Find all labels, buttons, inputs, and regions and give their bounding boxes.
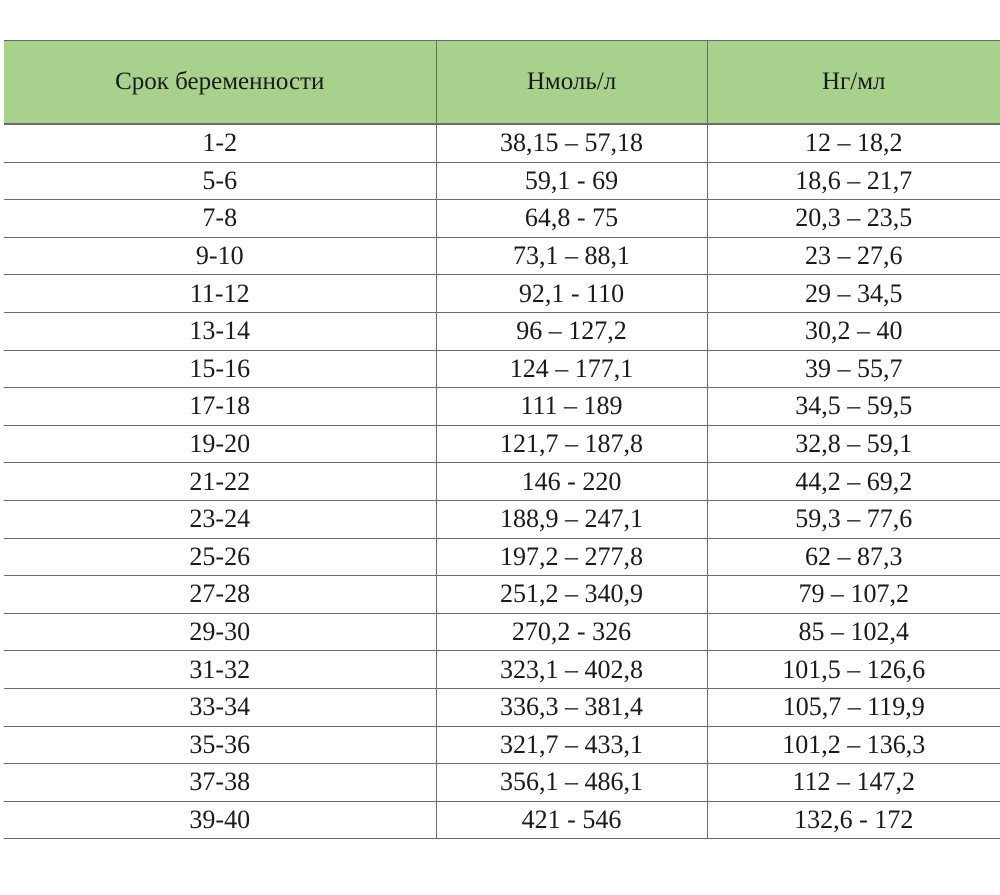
header-row — [4, 41, 1000, 125]
cell-ng-per-ml: 12 – 18,2 — [707, 124, 1000, 162]
table-row — [4, 200, 1000, 238]
cell-nmol-per-l: 124 – 177,1 — [436, 350, 707, 388]
table-row — [4, 162, 1000, 200]
cell-pregnancy-term: 33-34 — [4, 688, 436, 726]
cell-pregnancy-term: 31-32 — [4, 651, 436, 689]
cell-ng-per-ml: 59,3 – 77,6 — [707, 500, 1000, 538]
cell-nmol-per-l: 59,1 - 69 — [436, 162, 707, 200]
cell-ng-per-ml: 18,6 – 21,7 — [707, 162, 1000, 200]
cell-pregnancy-term: 17-18 — [4, 388, 436, 426]
cell-pregnancy-term: 23-24 — [4, 500, 436, 538]
cell-pregnancy-term: 15-16 — [4, 350, 436, 388]
cell-ng-per-ml: 79 – 107,2 — [707, 576, 1000, 614]
cell-nmol-per-l: 323,1 – 402,8 — [436, 651, 707, 689]
header-pregnancy-term: Срок беременности — [4, 41, 436, 125]
cell-ng-per-ml: 34,5 – 59,5 — [707, 388, 1000, 426]
cell-nmol-per-l: 121,7 – 187,8 — [436, 425, 707, 463]
header-ng-per-ml: Нг/мл — [707, 41, 1000, 125]
cell-ng-per-ml: 85 – 102,4 — [707, 613, 1000, 651]
table-row — [4, 576, 1000, 614]
table-row — [4, 688, 1000, 726]
cell-pregnancy-term: 37-38 — [4, 764, 436, 802]
table-row — [4, 237, 1000, 275]
table-row — [4, 312, 1000, 350]
cell-pregnancy-term: 19-20 — [4, 425, 436, 463]
cell-nmol-per-l: 92,1 - 110 — [436, 275, 707, 313]
cell-nmol-per-l: 188,9 – 247,1 — [436, 500, 707, 538]
cell-ng-per-ml: 101,2 – 136,3 — [707, 726, 1000, 764]
cell-nmol-per-l: 38,15 – 57,18 — [436, 124, 707, 162]
cell-pregnancy-term: 39-40 — [4, 801, 436, 839]
cell-pregnancy-term: 13-14 — [4, 312, 436, 350]
table-row — [4, 425, 1000, 463]
cell-pregnancy-term: 5-6 — [4, 162, 436, 200]
cell-ng-per-ml: 30,2 – 40 — [707, 312, 1000, 350]
cell-ng-per-ml: 101,5 – 126,6 — [707, 651, 1000, 689]
hormone-reference-table-container — [4, 40, 1000, 839]
cell-pregnancy-term: 27-28 — [4, 576, 436, 614]
cell-ng-per-ml: 62 – 87,3 — [707, 538, 1000, 576]
table-row — [4, 275, 1000, 313]
table-header — [4, 41, 1000, 125]
cell-pregnancy-term: 9-10 — [4, 237, 436, 275]
table-row — [4, 726, 1000, 764]
table-row — [4, 651, 1000, 689]
cell-pregnancy-term: 25-26 — [4, 538, 436, 576]
cell-nmol-per-l: 321,7 – 433,1 — [436, 726, 707, 764]
cell-nmol-per-l: 146 - 220 — [436, 463, 707, 501]
cell-nmol-per-l: 336,3 – 381,4 — [436, 688, 707, 726]
cell-ng-per-ml: 44,2 – 69,2 — [707, 463, 1000, 501]
table-row — [4, 764, 1000, 802]
cell-ng-per-ml: 32,8 – 59,1 — [707, 425, 1000, 463]
cell-nmol-per-l: 270,2 - 326 — [436, 613, 707, 651]
cell-nmol-per-l: 421 - 546 — [436, 801, 707, 839]
cell-nmol-per-l: 111 – 189 — [436, 388, 707, 426]
cell-ng-per-ml: 39 – 55,7 — [707, 350, 1000, 388]
cell-pregnancy-term: 35-36 — [4, 726, 436, 764]
cell-ng-per-ml: 23 – 27,6 — [707, 237, 1000, 275]
table-row — [4, 538, 1000, 576]
cell-nmol-per-l: 64,8 - 75 — [436, 200, 707, 238]
cell-nmol-per-l: 251,2 – 340,9 — [436, 576, 707, 614]
table-row — [4, 463, 1000, 501]
cell-pregnancy-term: 1-2 — [4, 124, 436, 162]
header-nmol-per-l: Нмоль/л — [436, 41, 707, 125]
cell-pregnancy-term: 29-30 — [4, 613, 436, 651]
table-body — [4, 124, 1000, 839]
table-row — [4, 500, 1000, 538]
hormone-reference-table — [4, 40, 1000, 839]
cell-nmol-per-l: 73,1 – 88,1 — [436, 237, 707, 275]
cell-ng-per-ml: 105,7 – 119,9 — [707, 688, 1000, 726]
cell-pregnancy-term: 21-22 — [4, 463, 436, 501]
table-row — [4, 388, 1000, 426]
cell-nmol-per-l: 197,2 – 277,8 — [436, 538, 707, 576]
table-row — [4, 613, 1000, 651]
cell-nmol-per-l: 96 – 127,2 — [436, 312, 707, 350]
cell-ng-per-ml: 20,3 – 23,5 — [707, 200, 1000, 238]
table-row — [4, 350, 1000, 388]
table-row — [4, 801, 1000, 839]
cell-pregnancy-term: 7-8 — [4, 200, 436, 238]
cell-ng-per-ml: 112 – 147,2 — [707, 764, 1000, 802]
cell-nmol-per-l: 356,1 – 486,1 — [436, 764, 707, 802]
cell-pregnancy-term: 11-12 — [4, 275, 436, 313]
cell-ng-per-ml: 132,6 - 172 — [707, 801, 1000, 839]
cell-ng-per-ml: 29 – 34,5 — [707, 275, 1000, 313]
table-row — [4, 124, 1000, 162]
